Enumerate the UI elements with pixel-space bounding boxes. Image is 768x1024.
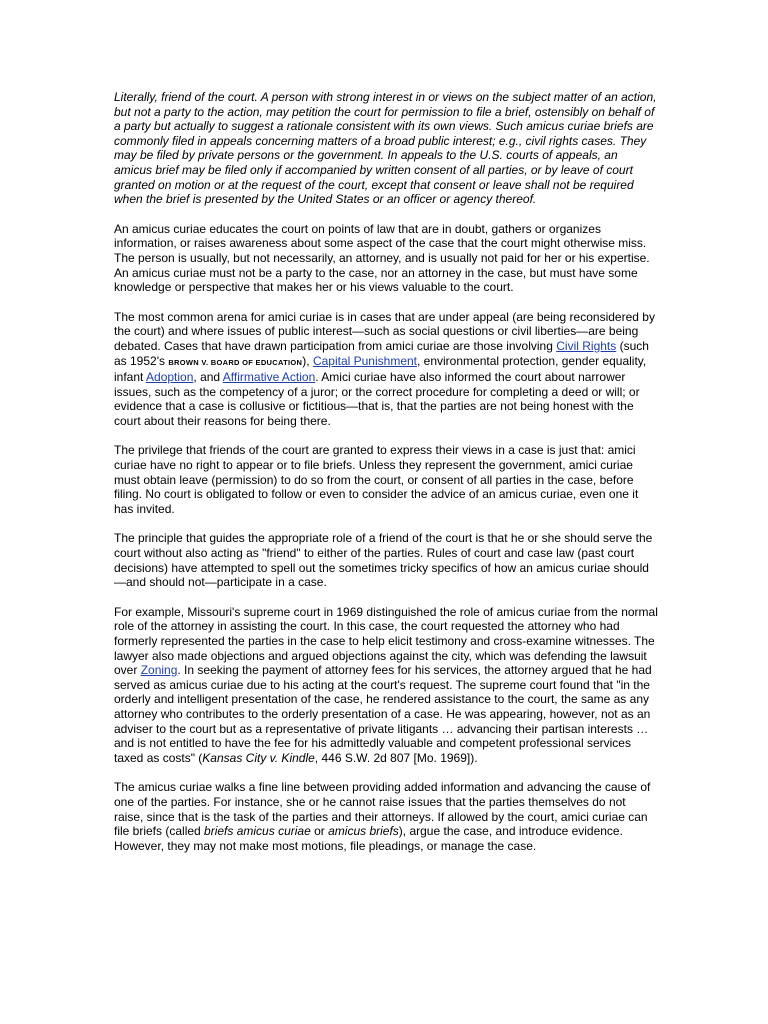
- citation-case: Kansas City v. Kindle: [202, 750, 315, 765]
- text-segment: . Amici curiae have also informed the court about narrower issues, such as the competency of a juror; or the correct procedure for completing a deed or will; or evidence that a case is collusive or fictitious—that is, that the parties are not being honest with the court about their reasons for being there.: [114, 370, 640, 428]
- text-segment: , and: [193, 370, 223, 385]
- text-segment: For example, Missouri's supreme court in 1969 distinguished the role of amicus curiae from the normal role of the attorney in assisting the court. In this case, the court requested the attorney who had formerly represented the parties in the case to help elicit testimony and cross-examine witnesses. The lawyer also made objections and argued objections against the city, which was defending the lawsuit over: [114, 604, 658, 678]
- term-briefs-amicus-curiae: briefs amicus curiae: [204, 824, 311, 839]
- text-segment: ),: [302, 353, 313, 368]
- text-segment: ), argue the case, and introduce evidence. However, they may not make most motions, file pleadings, or manage the case.: [114, 824, 623, 853]
- paragraph-fine-line: [114, 780, 658, 853]
- link-adoption[interactable]: Adoption: [146, 370, 194, 385]
- link-zoning[interactable]: Zoning: [140, 663, 178, 678]
- text-segment: (such as 1952's: [114, 338, 649, 368]
- case-name-brown: BROWN V. BOARD OF EDUCATION: [168, 357, 303, 367]
- text-segment: or: [310, 824, 329, 839]
- text-segment: The amicus curiae walks a fine line between providing added information and advancing the cause of one of the parties. For instance, she or he cannot raise issues that the parties themselves do not raise, since that is the task of the parties and their attorneys. If allowed by the court, amici curiae can file briefs (called: [114, 780, 651, 839]
- text-segment: . In seeking the payment of attorney fees for his services, the attorney argued that he had served as amicus curiae due to his acting at the court's request. The supreme court found that "in the orderly and intelligent presentation of the case, he rendered assistance to the court, the same as any attorney who contributes to the orderly presentation of a case. He was appearing, however, not as an adviser to the court but as a representative of private litigants … advancing their partisan interests … and is not entitled to have the fee for his admittedly valuable and competent professional services taxed as costs" (: [114, 663, 652, 765]
- paragraph-common-arena: [114, 310, 658, 429]
- text-segment: , 446 S.W. 2d 807 [Mo. 1969]).: [314, 750, 478, 765]
- term-amicus-briefs: amicus briefs: [328, 824, 399, 839]
- link-capital-punishment[interactable]: Capital Punishment: [312, 353, 417, 368]
- paragraph-privilege: The privilege that friends of the court are granted to express their views in a case is just that: amici curiae have no right to appear or to file briefs. Unless they represent the government, amici curiae must obtain leave (permission) to do so from the court, or consent of all parties in the case, before filing. No court is obligated to follow or even to consider the advice of an amicus curiae, even one it has invited.: [114, 443, 639, 516]
- paragraph-example: [114, 605, 658, 766]
- text-segment: The most common arena for amici curiae is in cases that are under appeal (are being reconsidered by the court) and where issues of public interest—such as social questions or civil liberties—are being debated. Cases that have drawn participation from amici curiae are those involving: [114, 309, 655, 353]
- text-segment: , environmental protection, gender equality, infant: [114, 353, 647, 385]
- paragraph-principle: The principle that guides the appropriate role of a friend of the court is that he or she should serve the court without also acting as "friend" to either of the parties. Rules of court and case law (past court decisions) have attempted to spell out the sometimes tricky specifics of how an amicus curiae should—and should not—participate in a case.: [114, 531, 653, 590]
- definition-paragraph: Literally, friend of the court. A person with strong interest in or views on the subject matter of an action, but not a party to the action, may petition the court for permission to file a brief, ostensibly on behalf of a party but actually to suggest a rationale consistent with its own views. Such amicus curiae briefs are commonly filed in appeals concerning matters of a broad public interest; e.g., civil rights cases. They may be filed by private persons or the government. In appeals to the U.S. courts of appeals, an amicus brief may be filed only if accompanied by written consent of all parties, or by leave of court granted on motion or at the request of the court, except that consent or leave shall not be required when the brief is presented by the United States or an officer or agency thereof.: [114, 90, 657, 207]
- document-page: [114, 90, 658, 868]
- link-civil-rights[interactable]: Civil Rights: [556, 338, 617, 353]
- paragraph-role: An amicus curiae educates the court on points of law that are in doubt, gathers or organizes information, or raises awareness about some aspect of the case that the court might otherwise miss. The person is usually, but not necessarily, an attorney, and is usually not paid for her or his expertise. An amicus curiae must not be a party to the case, nor an attorney in the case, but must have some knowledge or perspective that makes her or his views valuable to the court.: [114, 221, 650, 295]
- link-affirmative-action[interactable]: Affirmative Action: [222, 370, 316, 385]
